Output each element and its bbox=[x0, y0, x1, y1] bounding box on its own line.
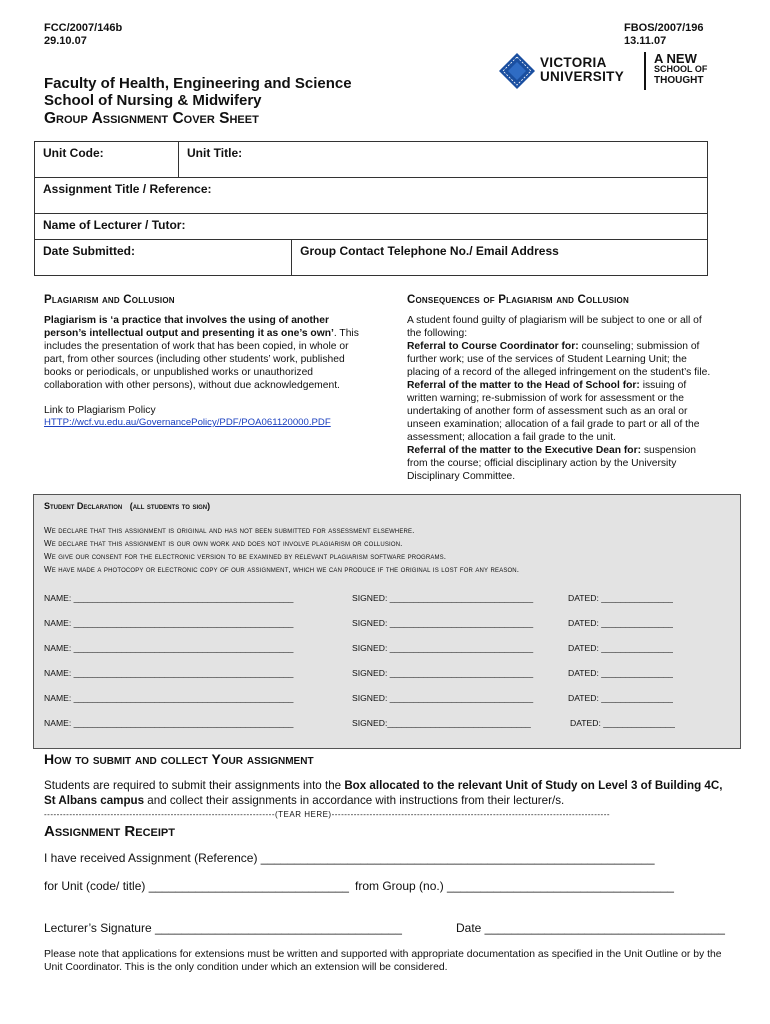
logo-text-university: UNIVERSITY bbox=[540, 69, 625, 84]
receipt-heading: Assignment Receipt bbox=[44, 823, 175, 840]
dated-field[interactable]: DATED: _______________ bbox=[570, 718, 675, 728]
school-title: School of Nursing & Midwifery bbox=[44, 92, 262, 109]
unit-code-field[interactable]: Unit Code: bbox=[35, 142, 179, 178]
receipt-reference-line[interactable]: I have received Assignment (Reference) ___________________________________________________________ bbox=[44, 851, 655, 865]
plagiarism-section bbox=[44, 294, 364, 428]
assignment-title-field[interactable]: Assignment Title / Reference: bbox=[35, 178, 708, 214]
signed-field[interactable]: SIGNED: ______________________________ bbox=[352, 693, 534, 703]
signed-field[interactable]: SIGNED: ______________________________ bbox=[352, 618, 534, 628]
name-field[interactable]: NAME: ______________________________________________ bbox=[44, 668, 294, 678]
title-block bbox=[44, 75, 352, 127]
consequence-2-text: issuing of written warning; re-submission of work for assessment or the undertaking of another form of assessment such as an oral or unseen examination; allocation of a fail grade to part or all of the assessment; allocation a fail grade to the unit. bbox=[407, 380, 700, 443]
declaration-heading: Student Declaration (all students to sign) bbox=[44, 501, 211, 511]
tagline-thought: THOUGHT bbox=[654, 75, 704, 86]
consequence-3-label: Referral of the matter to the Executive Dean for: bbox=[407, 445, 642, 456]
consequences-heading: Consequences of Plagiarism and Collusion bbox=[407, 294, 629, 306]
plagiarism-text: . This includes the presentation of work that has been copied, in whole or part, from other sources (including other students’ work, published books or periodicals, or unpublished works or unauthorized collaboration with other persons), without due acknowledgement. bbox=[44, 328, 359, 391]
university-logo bbox=[498, 52, 708, 92]
lecturer-signature-line[interactable]: Lecturer’s Signature _____________________________________ bbox=[44, 921, 402, 935]
howto-text bbox=[44, 778, 734, 808]
declaration-line-4: We have made a photocopy or electronic copy of our assignment, which we can produce if the original is lost for any reason. bbox=[44, 565, 520, 574]
right-code: FBOS/2007/196 bbox=[624, 22, 704, 34]
name-field[interactable]: NAME: ______________________________________________ bbox=[44, 618, 294, 628]
logo-text-victoria: VICTORIA bbox=[540, 55, 607, 70]
policy-link-label: Link to Plagiarism Policy bbox=[44, 405, 156, 416]
consequences-section bbox=[407, 294, 717, 483]
dated-field[interactable]: DATED: _______________ bbox=[568, 643, 673, 653]
date-submitted-field[interactable]: Date Submitted: bbox=[35, 240, 292, 276]
signed-field[interactable]: SIGNED: ______________________________ bbox=[352, 668, 534, 678]
signed-field[interactable]: SIGNED:______________________________ bbox=[352, 718, 531, 728]
howto-text-1: Students are required to submit their assignments into the bbox=[44, 779, 345, 792]
declaration-line-3: We give our consent for the electronic version to be examined by relevant plagiarism software programs. bbox=[44, 552, 447, 561]
doc-code-right bbox=[624, 22, 704, 48]
consequences-intro: A student found guilty of plagiarism will be subject to one or all of the following: bbox=[407, 315, 702, 339]
contact-field[interactable]: Group Contact Telephone No./ Email Address bbox=[292, 240, 708, 276]
plagiarism-definition bbox=[44, 314, 364, 392]
signed-field[interactable]: SIGNED: ______________________________ bbox=[352, 643, 534, 653]
diamond-logo-icon bbox=[498, 52, 536, 90]
howto-bold: Box allocated to the relevant Unit of Study on Level 3 of Building 4C, St Albans campus bbox=[44, 779, 723, 807]
extension-note: Please note that applications for extensions must be written and supported with appropriate documentation as specified in the Unit Outline or by the Unit Coordinator. This is the only condition under which an extension will be considered. bbox=[44, 949, 722, 973]
dated-field[interactable]: DATED: _______________ bbox=[568, 618, 673, 628]
sheet-title: Group Assignment Cover Sheet bbox=[44, 110, 259, 127]
receipt-unit-line[interactable]: for Unit (code/ title) ______________________________ bbox=[44, 879, 349, 893]
dated-field[interactable]: DATED: _______________ bbox=[568, 668, 673, 678]
left-code: FCC/2007/146b bbox=[44, 22, 123, 34]
name-field[interactable]: NAME: ______________________________________________ bbox=[44, 718, 294, 728]
logo-divider bbox=[644, 52, 646, 90]
plagiarism-bold-text: Plagiarism is ‘a practice that involves the using of another person’s intellectual output and presenting it as one’s own’ bbox=[44, 315, 334, 339]
dated-field[interactable]: DATED: _______________ bbox=[568, 593, 673, 603]
consequence-3-text: suspension from the course; official disciplinary action by the University Disciplinary Committee. bbox=[407, 445, 696, 482]
receipt-date-line[interactable]: Date ____________________________________ bbox=[456, 921, 725, 935]
name-field[interactable]: NAME: ______________________________________________ bbox=[44, 643, 294, 653]
consequence-2-label: Referral of the matter to the Head of School for: bbox=[407, 380, 640, 391]
consequences-text bbox=[407, 314, 717, 483]
consequence-1-text: counseling; submission of further work; use of the services of Student Learning Unit; the placing of a record of the alleged infringement on the student’s file. bbox=[407, 341, 711, 378]
tagline-school-of: SCHOOL OF bbox=[654, 64, 708, 74]
name-field[interactable]: NAME: ______________________________________________ bbox=[44, 593, 294, 603]
howto-heading: How to submit and collect Your assignment bbox=[44, 751, 314, 767]
plagiarism-heading: Plagiarism and Collusion bbox=[44, 294, 175, 306]
student-declaration-box bbox=[33, 494, 741, 749]
consequence-1-label: Referral to Course Coordinator for: bbox=[407, 341, 579, 352]
dated-field[interactable]: DATED: _______________ bbox=[568, 693, 673, 703]
tear-line: -------------------------------------------------------------------------(TEAR HERE)---------------------------------------------------------------------------------------- bbox=[44, 810, 611, 819]
name-field[interactable]: NAME: ______________________________________________ bbox=[44, 693, 294, 703]
signed-field[interactable]: SIGNED: ______________________________ bbox=[352, 593, 534, 603]
declaration-line-1: We declare that this assignment is original and has not been submitted for assessment elsewhere. bbox=[44, 526, 415, 535]
tagline-a-new: A NEW bbox=[654, 51, 697, 66]
declaration-line-2: We declare that this assignment is our own work and does not involve plagiarism or collusion. bbox=[44, 539, 403, 548]
policy-link[interactable]: HTTP://wcf.vu.edu.au/GovernancePolicy/PDF/POA061120000.PDF bbox=[44, 417, 331, 428]
doc-code-left bbox=[44, 22, 122, 48]
faculty-title: Faculty of Health, Engineering and Science bbox=[44, 75, 352, 92]
receipt-group-line[interactable]: from Group (no.) __________________________________ bbox=[355, 879, 674, 893]
details-table bbox=[34, 141, 708, 276]
left-date: 29.10.07 bbox=[44, 35, 87, 47]
unit-title-field[interactable]: Unit Title: bbox=[179, 142, 708, 178]
right-date: 13.11.07 bbox=[624, 35, 667, 47]
lecturer-field[interactable]: Name of Lecturer / Tutor: bbox=[35, 214, 708, 240]
howto-text-2: and collect their assignments in accordance with instructions from their lecturer/s. bbox=[144, 794, 565, 807]
